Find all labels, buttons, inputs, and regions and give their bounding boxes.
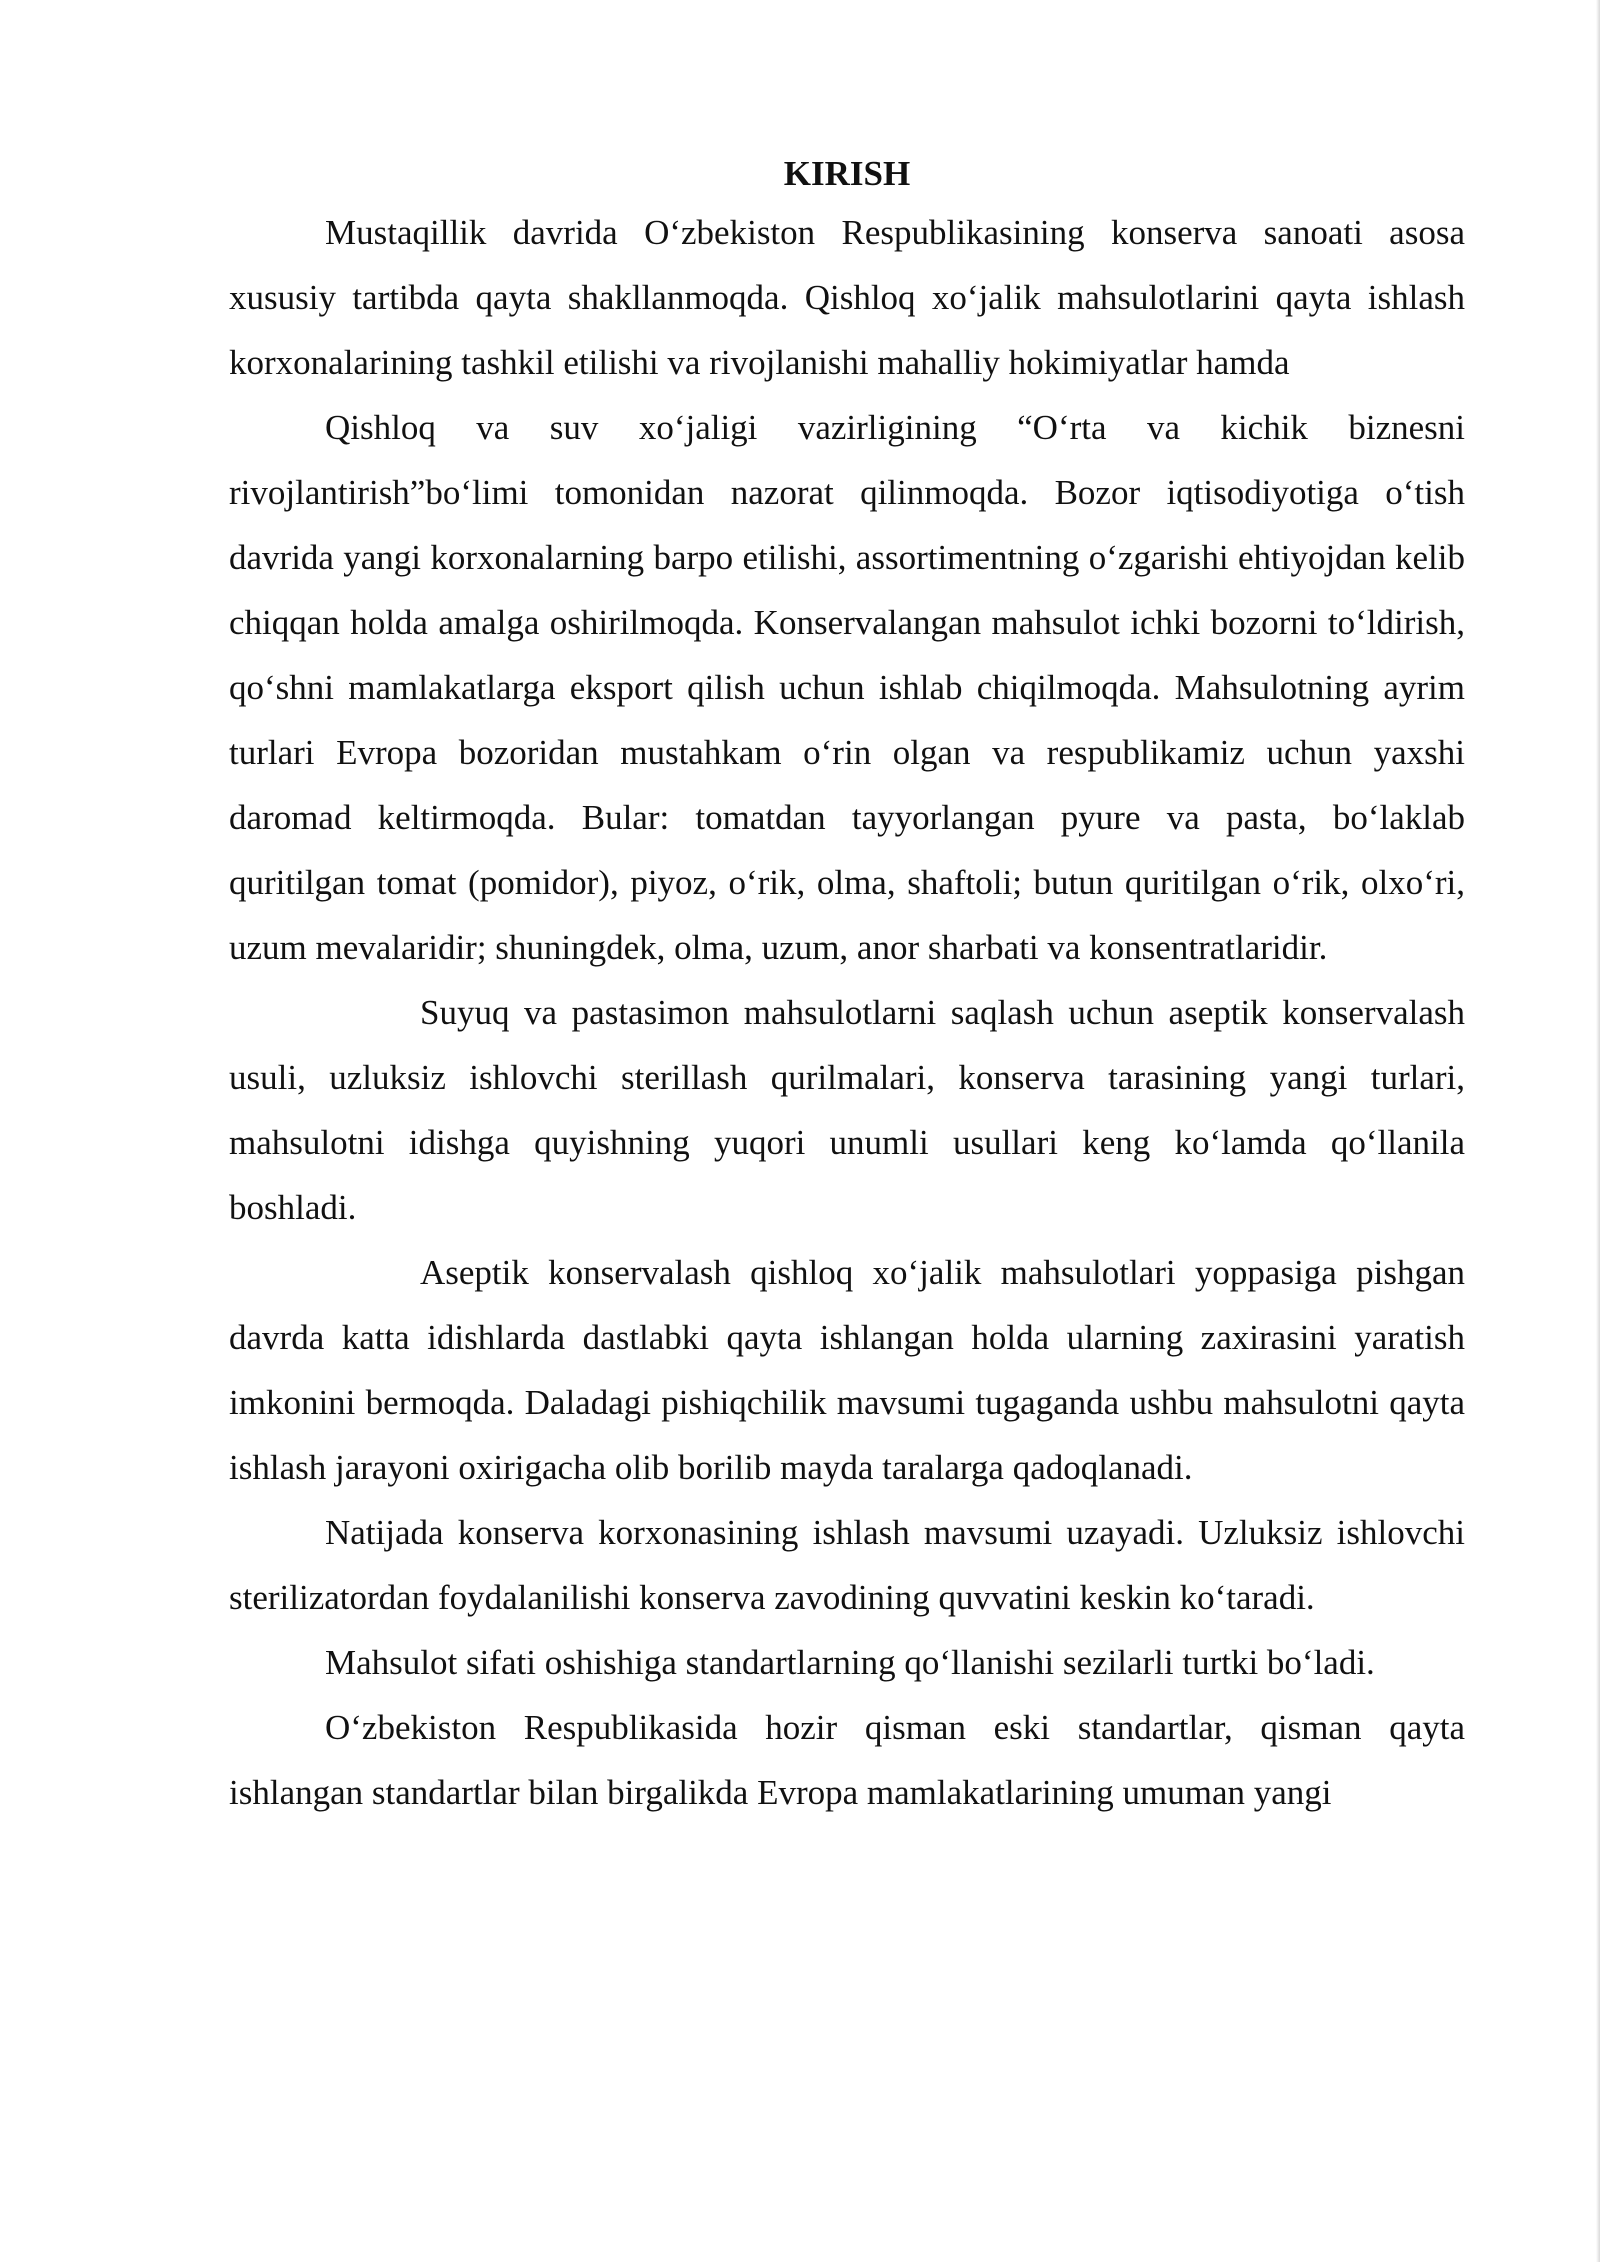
paragraph-6: Mahsulot sifati oshishiga standartlarning qo‘llanishi sezilarli turtki bo‘ladi.: [325, 1643, 1375, 1682]
page-edge: [1596, 0, 1600, 2262]
page-title: KIRISH: [783, 154, 911, 193]
paragraph-5: Natijada konserva korxonasining ishlash mavsumi uzayadi. Uzluksiz ishlovchi sterilizatordan foydalanilishi konserva zavodining quvvatini keskin ko‘taradi.: [229, 1513, 1465, 1617]
paragraph-3: Suyuq va pastasimon mahsulotlarni saqlash uchun aseptik konservalash usuli, uzluksiz ishlovchi sterillash qurilmalari, konserva tarasining yangi turlari, mahsulotni idishga quyishning yuqori unumli usullari keng ko‘lamda qo‘llanila boshladi.: [229, 993, 1465, 1227]
document-body: [229, 148, 1465, 1825]
paragraph-7: O‘zbekiston Respublikasida hozir qisman eski standartlar, qisman qayta ishlangan standartlar bilan birgalikda Evropa mamlakatlarining umuman yangi: [229, 1708, 1465, 1812]
paragraph-1: Mustaqillik davrida O‘zbekiston Respublikasining konserva sanoati asosa xususiy tartibda qayta shakllanmoqda. Qishloq xo‘jalik mahsulotlarini qayta ishlash korxonalarining tashkil etilishi va rivojlanishi mahalliy hokimiyatlar hamda: [229, 213, 1465, 382]
paragraph-4: Aseptik konservalash qishloq xo‘jalik mahsulotlari yoppasiga pishgan davrda katta idishlarda dastlabki qayta ishlangan holda ularning zaxirasini yaratish imkonini bermoqda. Daladagi pishiqchilik mavsumi tugaganda ushbu mahsulotni qayta ishlash jarayoni oxirigacha olib borilib mayda taralarga qadoqlanadi.: [229, 1253, 1465, 1487]
paragraph-2: Qishloq va suv xo‘jaligi vazirligining “O‘rta va kichik biznesni rivojlantirish”bo‘limi tomonidan nazorat qilinmoqda. Bozor iqtisodiyotiga o‘tish davrida yangi korxonalarning barpo etilishi, assortimentning o‘zgarishi ehtiyojdan kelib chiqqan holda amalga oshirilmoqda. Konservalangan mahsulot ichki bozorni to‘ldirish, qo‘shni mamlakatlarga eksport qilish uchun ishlab chiqilmoqda. Mahsulotning ayrim turlari Evropa bozoridan mustahkam o‘rin olgan va respublikamiz uchun yaxshi daromad keltirmoqda. Bular: tomatdan tayyorlangan pyure va pasta, bo‘laklab quritilgan tomat (pomidor), piyoz, o‘rik, olma, shaftoli; butun quritilgan o‘rik, olxo‘ri, uzum mevalaridir; shuningdek, olma, uzum, anor sharbati va konsentratlaridir.: [229, 408, 1465, 967]
